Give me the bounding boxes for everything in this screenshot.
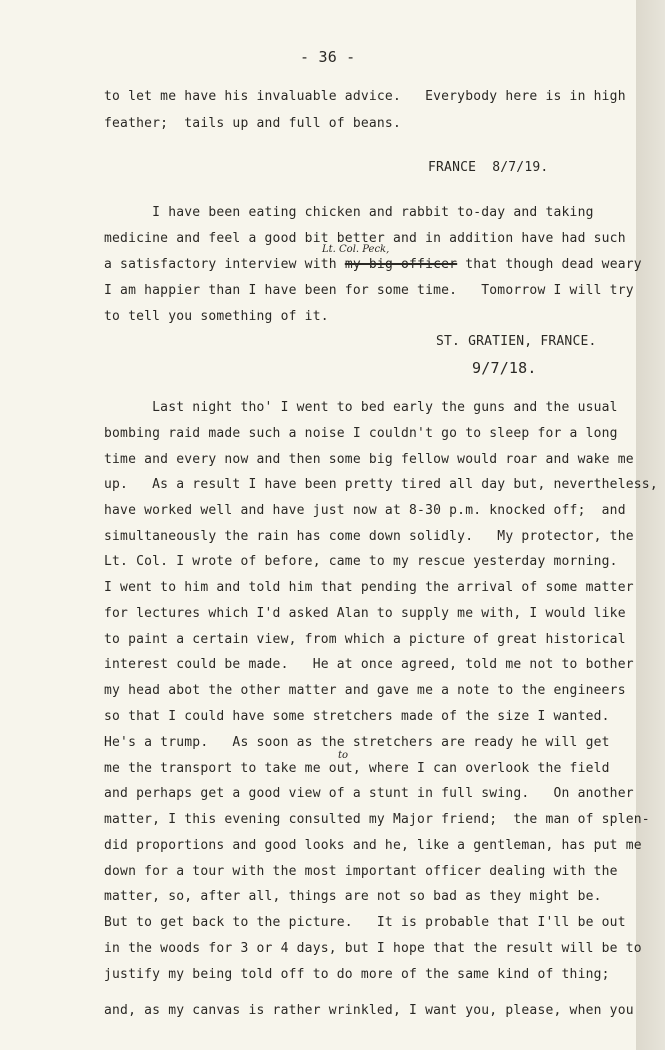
text-line: me the transport to take me out, where I can overlook the field [104,761,610,776]
text-line: matter, so, after all, things are not so bad as they might be. [104,889,602,904]
text-line-with-correction [104,257,642,272]
text-line: Lt. Col. I wrote of before, came to my rescue yesterday morning. [104,554,618,569]
text-line: to paint a certain view, from which a picture of great historical [104,632,626,647]
page-edge-shadow [636,0,665,1050]
text-line: medicine and feel a good bit better and in addition have had such [104,231,626,246]
line-text: that though dead weary [457,257,642,272]
text-line: down for a tour with the most important officer dealing with the [104,864,618,879]
text-line: for lectures which I'd asked Alan to supply me with, I would like [104,606,626,621]
handwritten-insertion: Lt. Col. Peck, [322,244,390,255]
place-heading: ST. GRATIEN, FRANCE. [436,334,597,349]
text-line: Last night tho' I went to bed early the guns and the usual [104,400,618,415]
text-line: did proportions and good looks and he, like a gentleman, has put me [104,838,642,853]
date-heading: 9/7/18. [472,359,537,377]
text-line: interest could be made. He at once agreed, told me not to bother [104,657,634,672]
text-line: bombing raid made such a noise I couldn't go to sleep for a long [104,426,618,441]
dateline-france: FRANCE 8/7/19. [428,160,549,175]
text-line: simultaneously the rain has come down solidly. My protector, the [104,529,634,544]
text-line: I am happier than I have been for some time. Tomorrow I will try [104,283,634,298]
page-number: - 36 - [300,48,356,66]
text-line: I went to him and told him that pending the arrival of some matter [104,580,634,595]
text-line: my head abot the other matter and gave me a note to the engineers [104,683,626,698]
text-line: I have been eating chicken and rabbit to-day and taking [104,205,594,220]
text-line: justify my being told off to do more of the same kind of thing; [104,967,610,982]
struck-text: my big officer [344,257,458,272]
text-line: so that I could have some stretchers made of the size I wanted. [104,709,610,724]
line-text: a satisfactory interview with [104,257,345,272]
text-line: and perhaps get a good view of a stunt in full swing. On another [104,786,634,801]
text-line: up. As a result I have been pretty tired all day but, nevertheless, [104,477,658,492]
text-line: He's a trump. As soon as the stretchers are ready he will get [104,735,610,750]
text-line: feather; tails up and full of beans. [104,116,401,131]
text-line: time and every now and then some big fellow would roar and wake me [104,452,634,467]
text-line: to let me have his invaluable advice. Everybody here is in high [104,89,626,104]
text-line: and, as my canvas is rather wrinkled, I want you, please, when you [104,1003,634,1018]
text-line: But to get back to the picture. It is probable that I'll be out [104,915,626,930]
text-line: to tell you something of it. [104,309,329,324]
text-line: matter, I this evening consulted my Major friend; the man of splen- [104,812,650,827]
text-line: in the woods for 3 or 4 days, but I hope that the result will be to [104,941,642,956]
handwritten-insertion: to [338,750,349,761]
text-line: have worked well and have just now at 8-30 p.m. knocked off; and [104,503,626,518]
